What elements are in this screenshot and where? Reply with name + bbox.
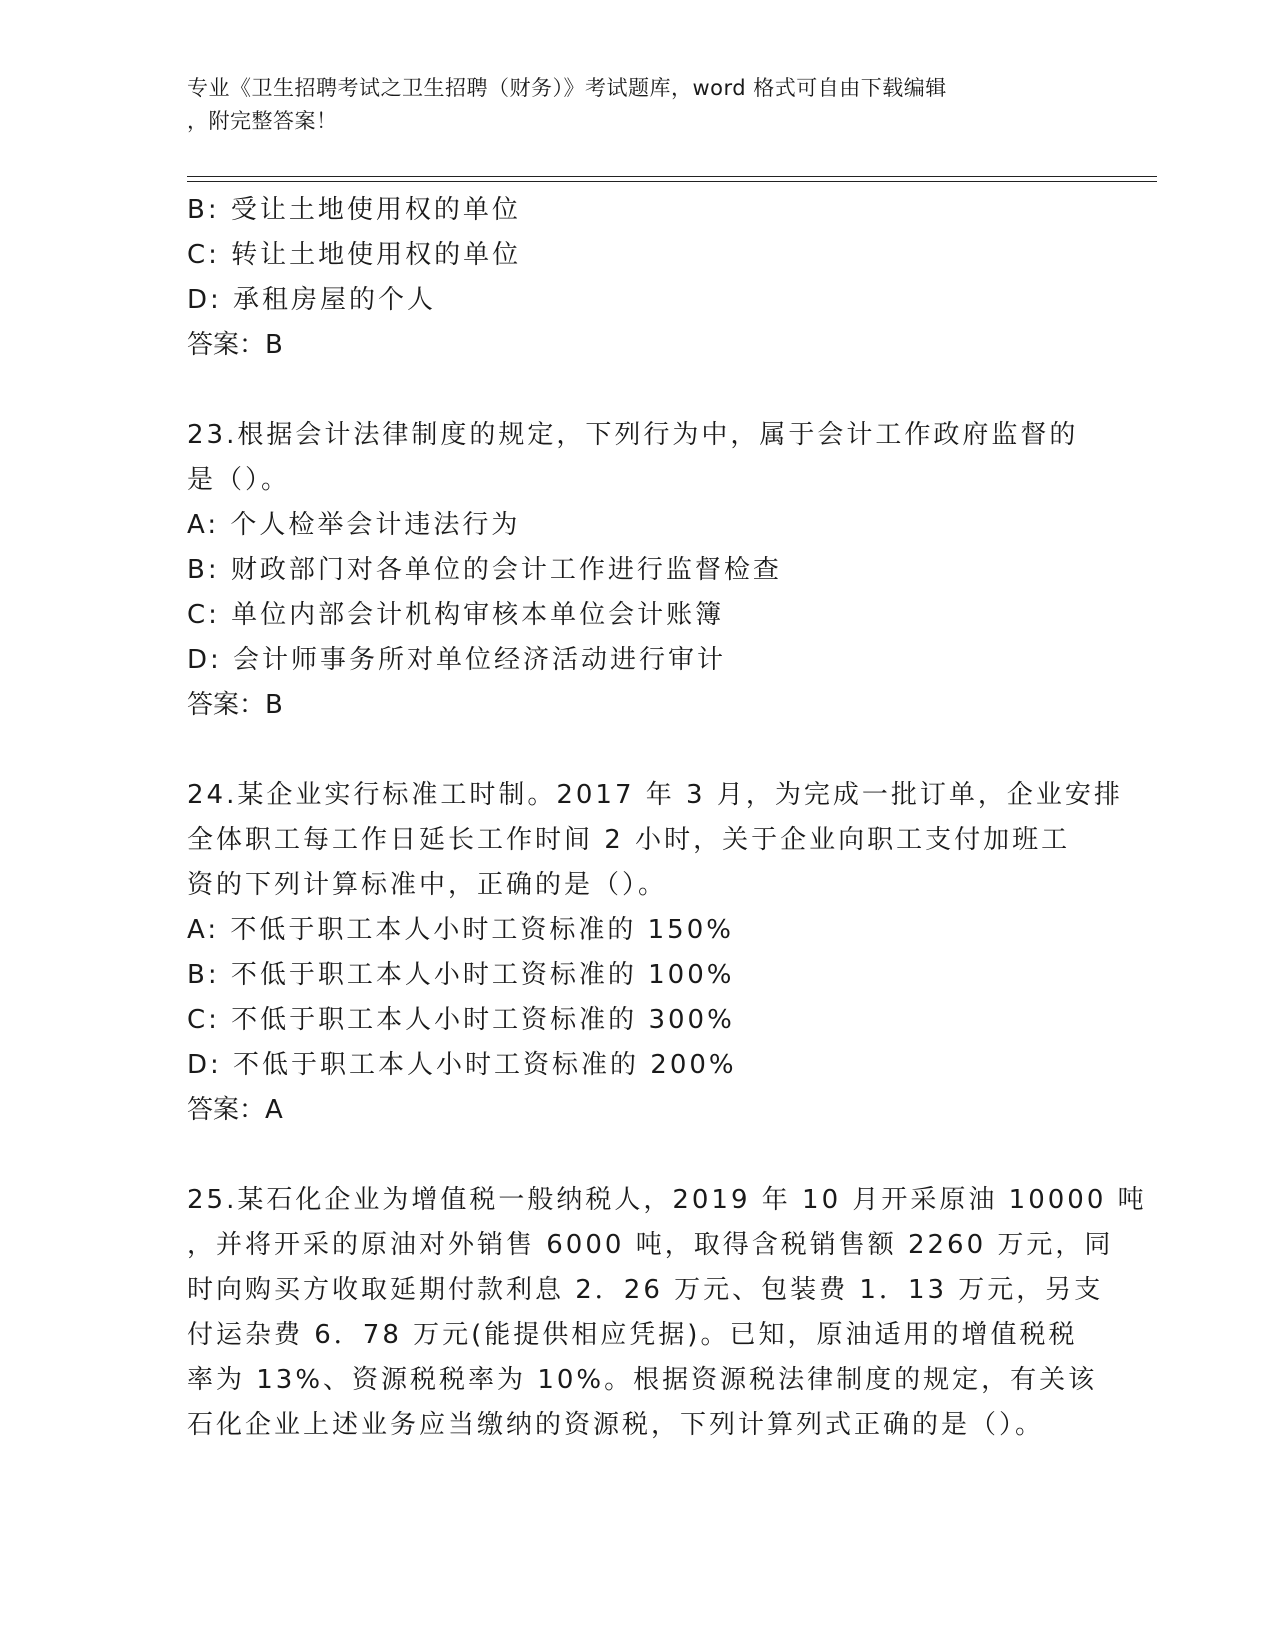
q23-stem-line-1: 23.根据会计法律制度的规定，下列行为中，属于会计工作政府监督的 bbox=[187, 420, 1079, 450]
q24-answer: 答案：A bbox=[187, 1095, 283, 1125]
q25-stem-line-6: 石化企业上述业务应当缴纳的资源税，下列计算列式正确的是（）。 bbox=[187, 1410, 1045, 1440]
q25-stem-line-2: ，并将开采的原油对外销售 6000 吨，取得含税销售额 2260 万元，同 bbox=[187, 1230, 1114, 1260]
q23-answer: 答案：B bbox=[187, 690, 283, 720]
q25-stem-line-5: 率为 13%、资源税税率为 10%。根据资源税法律制度的规定，有关该 bbox=[187, 1365, 1098, 1395]
document-header bbox=[187, 72, 1087, 138]
q24-option-c: C: 不低于职工本人小时工资标准的 300% bbox=[187, 1005, 735, 1035]
q22-option-c: C: 转让土地使用权的单位 bbox=[187, 240, 522, 270]
q24-option-b: B: 不低于职工本人小时工资标准的 100% bbox=[187, 960, 735, 990]
q24-stem-line-1: 24.某企业实行标准工时制。2017 年 3 月，为完成一批订单，企业安排 bbox=[187, 780, 1123, 810]
header-line-2: ，附完整答案！ bbox=[187, 109, 338, 133]
q23-option-b: B: 财政部门对各单位的会计工作进行监督检查 bbox=[187, 555, 782, 585]
q25-stem-line-3: 时向购买方收取延期付款利息 2．26 万元、包装费 1．13 万元，另支 bbox=[187, 1275, 1104, 1305]
q24-stem-line-3: 资的下列计算标准中，正确的是（）。 bbox=[187, 870, 668, 900]
q24-option-a: A: 不低于职工本人小时工资标准的 150% bbox=[187, 915, 734, 945]
q24-stem-line-2: 全体职工每工作日延长工作时间 2 小时，关于企业向职工支付加班工 bbox=[187, 825, 1071, 855]
header-line-1: 专业《卫生招聘考试之卫生招聘（财务）》考试题库，word 格式可自由下载编辑 bbox=[187, 76, 947, 100]
q23-option-d: D: 会计师事务所对单位经济活动进行审计 bbox=[187, 645, 727, 675]
header-divider-top bbox=[187, 176, 1157, 177]
q25-stem-line-1: 25.某石化企业为增值税一般纳税人，2019 年 10 月开采原油 10000 吨 bbox=[187, 1185, 1147, 1215]
header-divider-bottom bbox=[187, 181, 1157, 182]
q23-option-c: C: 单位内部会计机构审核本单位会计账簿 bbox=[187, 600, 725, 630]
q23-option-a: A: 个人检举会计违法行为 bbox=[187, 510, 521, 540]
q22-answer: 答案：B bbox=[187, 330, 283, 360]
q25-stem-line-4: 付运杂费 6．78 万元(能提供相应凭据)。已知，原油适用的增值税税 bbox=[187, 1320, 1078, 1350]
q23-stem-line-2: 是（）。 bbox=[187, 465, 291, 495]
q22-option-d: D: 承租房屋的个人 bbox=[187, 285, 437, 315]
q24-option-d: D: 不低于职工本人小时工资标准的 200% bbox=[187, 1050, 737, 1080]
q22-option-b: B: 受让土地使用权的单位 bbox=[187, 195, 521, 225]
